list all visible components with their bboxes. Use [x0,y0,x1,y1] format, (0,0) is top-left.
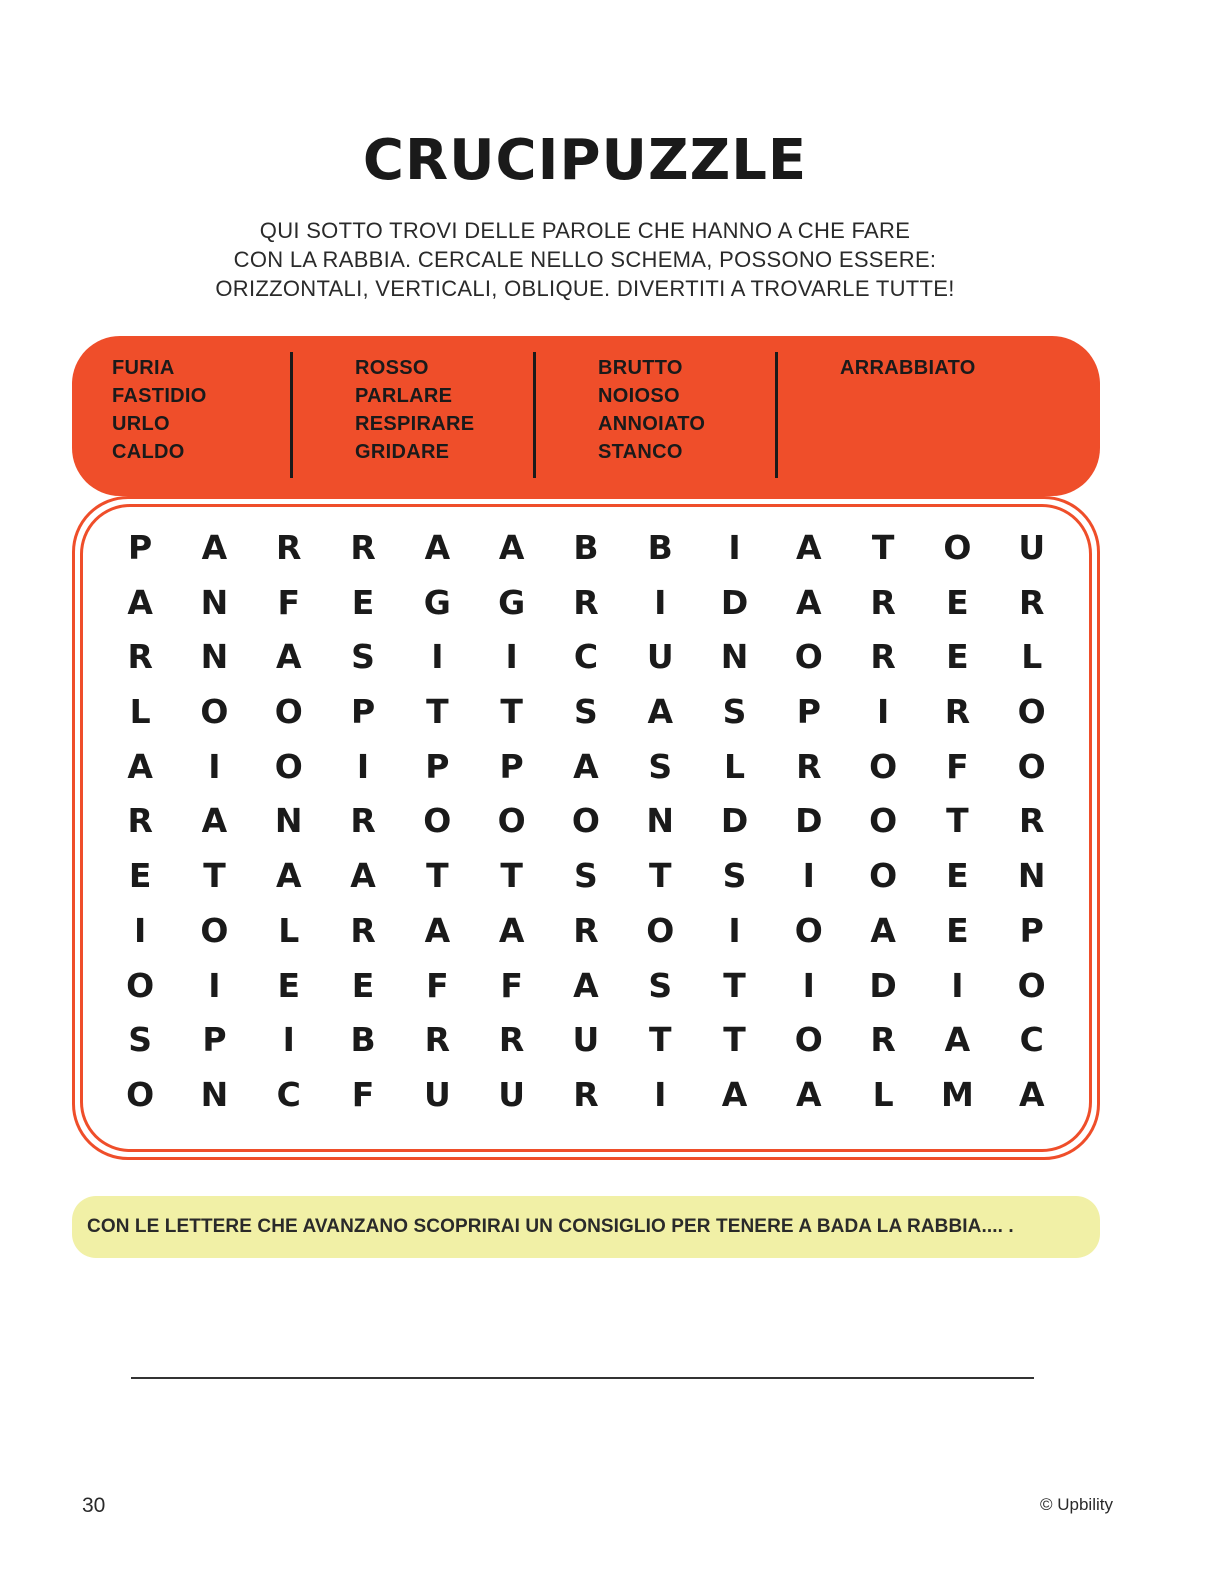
grid-cell[interactable]: S [128,1020,153,1060]
grid-cell[interactable]: T [426,856,449,896]
grid-cell[interactable]: A [127,582,153,622]
grid-cell[interactable]: U [572,1020,600,1060]
grid-cell[interactable]: R [1019,801,1045,841]
grid-cell[interactable]: O [497,801,526,841]
grid-cell[interactable]: S [574,692,598,732]
grid-cell[interactable]: A [647,692,673,732]
grid-cell[interactable]: O [794,1020,823,1060]
grid-cell[interactable]: A [870,910,896,950]
column-divider [775,352,778,478]
grid-cell[interactable]: I [134,910,147,950]
word-column-2 [355,354,474,466]
grid-cell[interactable]: F [500,965,523,1005]
grid-cell[interactable]: R [573,582,599,622]
grid-cell[interactable]: B [350,1020,376,1060]
grid-cell[interactable]: T [426,692,449,732]
grid-cell[interactable]: R [573,1074,599,1114]
grid-cell[interactable]: O [274,746,303,786]
instructions-line: ORIZZONTALI, VERTICALI, OBLIQUE. DIVERTITI A TROVARLE TUTTE! [215,276,955,301]
word-list-box [72,336,1100,496]
grid-cell[interactable]: N [200,582,229,622]
grid-cell[interactable]: T [500,856,523,896]
grid-cell[interactable]: O [126,965,155,1005]
grid-cell[interactable]: I [728,910,741,950]
grid-cell[interactable]: N [200,1074,229,1114]
grid-cell[interactable]: F [277,582,301,622]
grid-cell[interactable]: O [794,910,823,950]
grid-cell[interactable]: N [200,637,229,677]
grid-cell[interactable]: M [940,1074,974,1114]
grid-cell[interactable]: S [648,746,673,786]
grid-cell[interactable]: I [876,692,890,732]
page-title: CRUCIPUZZLE [362,128,808,193]
grid-cell[interactable]: P [202,1020,227,1060]
grid-cell[interactable]: I [728,528,741,567]
instructions-line: CON LA RABBIA. CERCALE NELLO SCHEMA, POSSONO ESSERE: [233,247,937,272]
grid-cell[interactable]: P [499,746,524,786]
grid-cell[interactable]: G [498,582,526,622]
grid-cell[interactable]: T [203,856,226,896]
grid-cell[interactable]: P [1019,910,1044,950]
grid-cell[interactable]: E [946,582,969,622]
grid-cell[interactable]: O [794,637,823,677]
word-item: FASTIDIO [112,385,207,407]
grid-cell[interactable]: O [1017,746,1046,786]
grid-cell[interactable]: N [1017,856,1046,896]
grid-cell[interactable]: I [208,965,221,1005]
grid-cell[interactable]: E [946,856,969,896]
grid-cell[interactable]: O [126,1074,155,1114]
grid-cell[interactable]: D [720,801,749,841]
word-item: GRIDARE [355,441,450,463]
grid-cell[interactable]: A [424,528,451,567]
copyright: © Upbility [1040,1495,1113,1514]
grid-cell[interactable]: P [350,692,376,732]
grid-cell[interactable]: U [646,637,674,677]
grid-cell[interactable]: N [720,637,749,677]
grid-cell[interactable]: R [870,1020,896,1060]
grid-cell[interactable]: F [946,746,969,786]
grid-cell[interactable]: T [946,801,969,841]
grid-cell[interactable]: R [350,910,376,950]
grid-cell[interactable]: A [796,528,822,567]
grid-cell[interactable]: C [573,637,599,677]
word-item: FURIA [112,357,175,379]
grid-cell[interactable]: N [646,801,675,841]
word-item: CALDO [112,441,185,463]
grid-cell[interactable]: A [796,1074,822,1114]
grid-cell[interactable]: R [870,582,896,622]
word-item: ROSSO [355,357,429,379]
grid-cell[interactable]: O [869,746,898,786]
grid-cell[interactable]: F [426,965,449,1005]
grid-cell[interactable]: I [282,1020,295,1060]
grid-cell[interactable]: I [802,965,815,1005]
grid-cell[interactable]: I [431,637,444,677]
grid-cell[interactable]: O [200,910,229,950]
grid-cell[interactable]: A [275,856,302,896]
grid-cell[interactable]: S [574,856,598,896]
word-column-4 [840,354,976,382]
grid-cell[interactable]: A [201,528,228,567]
grid-cell[interactable]: A [127,746,153,786]
grid-cell[interactable]: I [951,965,964,1005]
grid-cell[interactable]: I [356,746,370,786]
grid-cell[interactable]: L [129,692,151,732]
page-number: 30 [82,1494,106,1517]
grid-cell[interactable]: R [498,1020,525,1060]
grid-cell[interactable]: B [573,528,599,567]
grid-cell[interactable]: U [423,1074,451,1114]
grid-cell[interactable]: O [200,692,229,732]
letter-grid [103,521,1069,1123]
grid-cell[interactable]: R [127,801,153,841]
grid-cell[interactable]: A [944,1020,971,1060]
grid-cell[interactable]: O [571,801,600,841]
grid-cell[interactable]: L [278,910,300,950]
grid-cell[interactable]: R [1019,582,1045,622]
grid-cell[interactable]: R [350,528,376,567]
grid-cell[interactable]: T [648,1020,672,1060]
grid-cell[interactable]: O [646,910,675,950]
grid-cell[interactable]: A [498,910,525,950]
word-item: ANNOIATO [598,413,706,435]
grid-cell[interactable]: I [802,856,815,896]
word-item: URLO [112,413,170,435]
grid-cell[interactable]: A [275,637,302,677]
grid-cell[interactable]: O [1017,965,1046,1005]
word-column-3 [598,354,705,466]
grid-cell[interactable]: T [723,965,746,1005]
grid-cell[interactable]: R [573,910,599,950]
grid-cell[interactable]: O [423,801,452,841]
grid-cell[interactable]: I [654,1074,667,1114]
grid-cell[interactable]: O [943,528,972,567]
grid-cell[interactable]: D [795,801,823,841]
grid-cell[interactable]: R [870,637,896,677]
word-item: STANCO [598,441,683,463]
grid-cell[interactable]: S [648,965,673,1005]
hint-bar: CON LE LETTERE CHE AVANZANO SCOPRIRAI UN CONSIGLIO PER TENERE A BADA LA RABBIA.... . [72,1196,1100,1258]
grid-cell[interactable]: I [654,582,667,622]
grid-cell[interactable]: U [1018,528,1046,567]
grid-cell[interactable]: R [944,692,971,732]
grid-cell[interactable]: B [647,528,673,567]
grid-cell[interactable]: A [796,582,822,622]
grid-cell[interactable]: E [946,910,969,950]
grid-cell[interactable]: G [423,582,451,622]
grid-cell[interactable]: A [498,528,525,567]
grid-cell[interactable]: E [351,582,375,622]
word-item: NOIOSO [598,385,680,407]
grid-cell[interactable]: T [723,1020,746,1060]
grid-cell[interactable]: O [869,801,898,841]
grid-cell[interactable]: I [208,746,221,786]
column-divider [533,352,536,478]
grid-cell[interactable]: S [351,637,375,677]
grid-cell[interactable]: A [201,801,228,841]
grid-cell[interactable]: T [871,528,895,567]
grid-cell[interactable]: A [350,856,376,896]
grid-cell[interactable]: S [722,856,747,896]
grid-cell[interactable]: I [505,637,518,677]
grid-cell[interactable]: A [573,965,599,1005]
grid-cell[interactable]: E [946,637,969,677]
grid-cell[interactable]: O [869,856,898,896]
grid-cell[interactable]: F [351,1074,375,1114]
grid-cell[interactable]: R [350,801,376,841]
grid-cell[interactable]: E [351,965,375,1005]
grid-cell[interactable]: C [276,1074,301,1114]
word-column-1 [112,354,207,466]
grid-cell[interactable]: D [720,582,749,622]
grid-cell[interactable]: O [1017,692,1046,732]
grid-cell[interactable]: T [500,692,523,732]
grid-cell[interactable]: E [277,965,301,1005]
column-divider [290,352,293,478]
grid-cell[interactable]: L [1021,637,1043,677]
grid-cell[interactable]: A [424,910,451,950]
grid-cell[interactable]: R [796,746,822,786]
grid-cell[interactable]: U [498,1074,526,1114]
grid-cell[interactable]: R [276,528,302,567]
instructions-line: QUI SOTTO TROVI DELLE PAROLE CHE HANNO A CHE FARE [259,218,911,243]
grid-cell[interactable]: A [1018,1074,1045,1114]
word-item: PARLARE [355,385,453,407]
grid-cell[interactable]: R [424,1020,451,1060]
word-item: BRUTTO [598,357,683,379]
word-item: RESPIRARE [355,413,475,435]
grid-cell[interactable]: P [796,692,821,732]
grid-cell[interactable]: P [425,746,450,786]
word-item: ARRABBIATO [840,357,976,379]
grid-cell[interactable]: N [274,801,303,841]
grid-cell[interactable]: O [274,692,303,732]
grid-cell[interactable]: P [128,528,153,567]
grid-cell[interactable]: A [721,1074,748,1114]
grid-cell[interactable]: A [573,746,599,786]
grid-cell[interactable]: E [128,856,152,896]
grid-cell[interactable]: R [127,637,153,677]
instructions [0,216,1170,303]
grid-cell[interactable]: L [724,746,746,786]
grid-cell[interactable]: D [869,965,897,1005]
answer-line[interactable] [131,1377,1034,1379]
grid-cell[interactable]: L [872,1074,894,1114]
grid-cell[interactable]: S [722,692,747,732]
grid-cell[interactable]: T [648,856,672,896]
grid-cell[interactable]: C [1019,1020,1044,1060]
